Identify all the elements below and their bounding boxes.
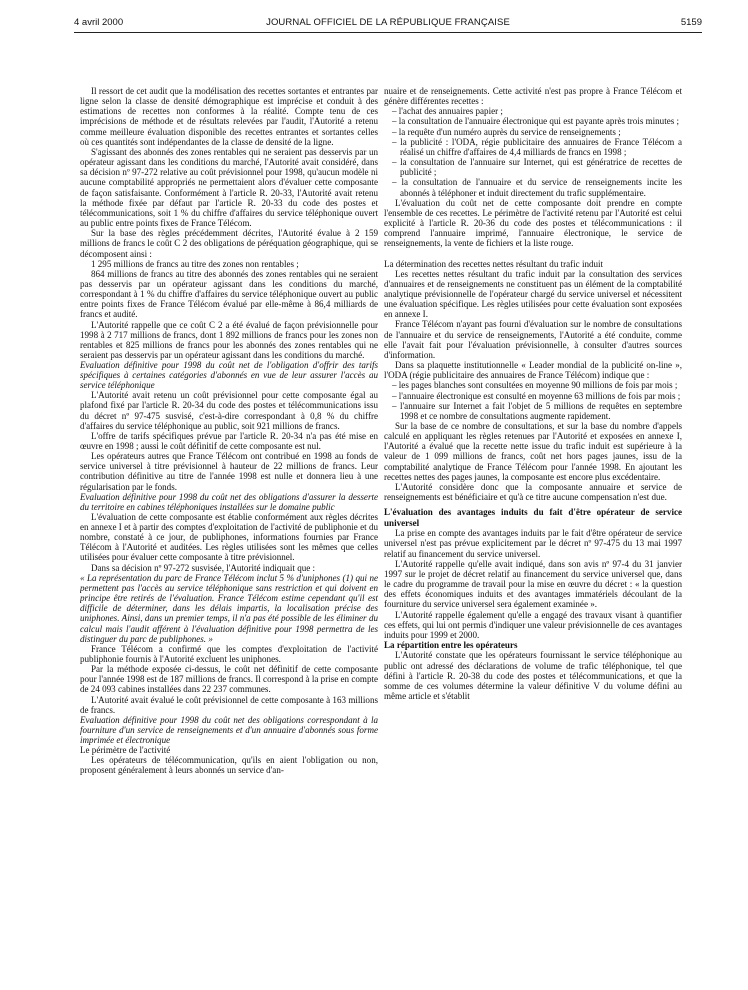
list-item: – la publicité : l'ODA, régie publicitaire des annuaires de France Télécom a réalisé un chiffre d'affaires de 4,4 milliards de francs en 1998 ; (392, 136, 682, 157)
section-heading: Evaluation définitive pour 1998 du coût net de l'obligation d'offrir des tarifs spécifiques à certaines catégories d'abonnés en vue de leur assurer l'accès au service téléphonique (80, 360, 378, 391)
section-heading: L'évaluation des avantages induits du fait d'être opérateur de service universel (384, 507, 682, 528)
paragraph: Par la méthode exposée ci-dessus, le coût net définitif de cette composante pour l'année 1998 est de 187 millions de francs. Il correspond à la prise en compte de 24 093 cabines installées dans 22 237 communes. (80, 664, 378, 695)
paragraph: Les opérateurs de télécommunication, qu'ils en aient l'obligation ou non, proposent généralement à leurs abonnés un service d'an- (80, 755, 378, 776)
paragraph: L'offre de tarifs spécifiques prévue par l'article R. 20-34 n'a pas été mise en œuvre en 1998 ; aussi le coût définitif de cette composante est nul. (80, 430, 378, 451)
paragraph: Sur la base de ce nombre de consultations, et sur la base du nombre d'appels calculé en appliquant les règles retenues par l'Autorité et exposées en annexe I, l'Autorité a évalué que la recette nette issue du trafic induit est supérieure à la valeur de 1 099 millions de francs, coût net hors pages jaunes, issu de la comptabilité analytique de France Télécom pour l'année 1998. En ajoutant les recettes nettes des pages jaunes, la composante est encore plus excédentaire. (384, 421, 682, 482)
subsection-heading: La détermination des recettes nettes résultant du trafic induit (384, 258, 604, 269)
subsection-heading: Le périmètre de l'activité (80, 744, 171, 755)
paragraph: Il ressort de cet audit que la modélisation des recettes sortantes et entrantes par ligne selon la classe de densité démographique est imprécise et conduit à des estimations de recettes non conformes à la réalité. Compte tenu de ces imprécisions de méthode et de résultats relevées par l'audit, l'Autorité a retenu comme meilleure évaluation disponible des recettes entrantes et sortantes celles où ces quantités sont indépendantes de la classe de densité de la ligne. (80, 86, 378, 147)
paragraph: S'agissant des abonnés des zones rentables qui ne seraient pas desservis par un opérateur agissant dans les conditions du marché, l'Autorité avait considéré, dans sa décision nº 97-272 relative au coût prévisionnel pour 1998, qu'aucun modèle ni aucune comptabilité appropriés ne permettaient alors d'évaluer cette composante de façon satisfaisante. Conformément à l'article R. 20-33, l'Autorité avait retenu la méthode fixée par défaut par l'article R. 20-33 du code des postes et télécommunications, soit 1 % du chiffre d'affaires du service téléphonique ouvert au public entre points fixes de France Télécom. (80, 146, 378, 229)
paragraph: L'Autorité avait évalué le coût prévisionnel de cette composante à 163 millions de francs. (80, 694, 378, 715)
list-item: – les pages blanches sont consultées en moyenne 90 millions de fois par mois ; (392, 380, 678, 391)
paragraph: L'Autorité constate que les opérateurs fournissant le service téléphonique au public ont adressé des déclarations de volume de trafic téléphonique, tel que défini à l'article R. 20-38 du code des postes et télécommunications, et que la somme de ces volumes détermine la valeur définitive V du volume défini au même article et s'établit (384, 650, 682, 702)
header-date: 4 avril 2000 (74, 17, 124, 28)
page-header (74, 17, 702, 31)
right-column (384, 86, 682, 986)
section-heading: Evaluation définitive pour 1998 du coût net des obligations correspondant à la fourniture d'un service de renseignements et d'un annuaire d'abonnés sous forme imprimée et électronique (80, 714, 378, 745)
header-title: JOURNAL OFFICIEL DE LA RÉPUBLIQUE FRANÇAISE (266, 17, 510, 28)
paragraph: Dans sa décision nº 97-272 susvisée, l'Autorité indiquait que : (91, 562, 316, 573)
paragraph: L'Autorité rappelle également qu'elle a engagé des travaux visant à quantifier ces effets, qui lui ont permis d'indiquer une valeur prévisionnelle de ces avantages induits pour 1999 et 2000. (384, 609, 682, 640)
section-heading: Evaluation définitive pour 1998 du coût net des obligations d'assurer la desserte du territoire en cabines téléphoniques installées sur le domaine public (80, 491, 378, 512)
paragraph: L'évaluation de cette composante est établie conformément aux règles décrites en annexe I et à partir des comptes d'exploitation de l'activité de publiphonie et du nombre, constaté à ce jour, de publiphones, informations fournies par France Télécom à l'Autorité et auditées. Les règles utilisées sont les mêmes que celles utilisées pour évaluer cette composante à titre prévisionnel. (80, 511, 378, 563)
paragraph: Les recettes nettes résultant du trafic induit par la consultation des services d'annuaires et de renseignements ne constituent pas un élément de la comptabilité analytique prévisionnelle de l'opérateur chargé du service universel et nécessitent une évaluation spécifique. Les règles utilisées pour cette évaluation sont exposées en annexe I. (384, 268, 682, 320)
quotation: « La représentation du parc de France Télécom inclut 5 % d'uniphones (1) qui ne permettent pas l'accès au service téléphonique sans restriction et qui doivent en principe être retirés de l'évaluation. France Télécom estime cependant qu'il est difficile de déterminer, dans les délais impartis, la localisation précise des uniphones. Ainsi, dans un premier temps, il n'a pas été possible de les éliminer du calcul mais l'audit afférent à l'évaluation définitive pour 1998 permettra de les distinguer du parc de publiphones. » (80, 572, 378, 644)
list-item: – l'achat des annuaires papier ; (392, 106, 503, 117)
list-item: – la consultation de l'annuaire sur Internet, qui est génératrice de recettes de publicité ; (392, 157, 682, 178)
paragraph: Les opérateurs autres que France Télécom ont contribué en 1998 au fonds de service universel à titre prévisionnel à hauteur de 22 millions de francs. Leur contribution définitive au titre de l'année 1998 est nulle et donnera lieu à une régularisation par le fonds. (80, 451, 378, 492)
paragraph: Sur la base des règles précédemment décrites, l'Autorité évalue à 2 159 millions de francs le coût C 2 des obligations de péréquation géographique, qui se décomposent ainsi : (80, 228, 378, 259)
list-item: – la consultation de l'annuaire électronique qui est payante après trois minutes ; (392, 116, 680, 127)
paragraph: L'évaluation du coût net de cette composante doit prendre en compte l'ensemble de ces recettes. Le périmètre de l'activité retenu par l'Autorité est celui explicité à l'article R. 20-36 du code des postes et télécommunications : il comprend l'annuaire imprimé, l'annuaire électronique, le service de renseignements, la vente de fichiers et la liste rouge. (384, 197, 682, 249)
section-heading: La répartition entre les opérateurs (384, 639, 518, 650)
list-item: – la requête d'un numéro auprès du service de renseignements ; (392, 126, 621, 137)
paragraph: 864 millions de francs au titre des abonnés des zones rentables qui ne seraient pas desservis par un opérateur agissant dans les conditions du marché, correspondant à 1 % du chiffre d'affaires du service téléphonique ouvert au public entre points fixes de France Télécom évalué par elle-même à 86,4 milliards de francs et audité. (80, 268, 378, 320)
paragraph: L'Autorité rappelle que ce coût C 2 a été évalué de façon prévisionnelle pour 1998 à 2 717 millions de francs, dont 1 892 millions de francs pour les zones non rentables et 825 millions de francs pour les abonnés des zones rentables qui ne seraient pas desservis par un opérateur agissant dans les conditions du marché. (80, 319, 378, 361)
header-rule (74, 32, 702, 33)
paragraph: Dans sa plaquette institutionnelle « Leader mondial de la publicité on-line », l'ODA (régie publicitaire des annuaires de France Télécom) indique que : (384, 360, 682, 381)
left-column (80, 86, 378, 986)
list-item: – l'annuaire électronique est consulté en moyenne 63 millions de fois par mois ; (392, 390, 681, 401)
paragraph: nuaire et de renseignements. Cette activité n'est pas propre à France Télécom et génère différentes recettes : (384, 86, 682, 107)
paragraph: France Télécom n'ayant pas fourni d'évaluation sur le nombre de consultations de l'annuaire et du service de renseignements, l'Autorité a été conduite, comme elle l'avait fait pour l'évaluation prévisionnelle, à consulter d'autres sources d'information. (384, 319, 682, 360)
paragraph: France Télécom a confirmé que les comptes d'exploitation de l'activité publiphonie fournis à l'Autorité excluent les uniphones. (80, 643, 378, 664)
paragraph: 1 295 millions de francs au titre des zones non rentables ; (91, 258, 299, 269)
header-page-number: 5159 (680, 17, 702, 28)
list-item: – la consultation de l'annuaire et du service de renseignements incite les abonnés à téléphoner et induit directement du trafic supplémentaire. (392, 177, 682, 198)
paragraph: L'Autorité rappelle qu'elle avait indiqué, dans son avis nº 97-4 du 31 janvier 1997 sur le projet de décret relatif au financement du service universel que, dans le cadre du programme de travail pour la mise en œuvre du décret : « la question des effets économiques induits et des avantages immatériels découlant de la fourniture du service universel sera également examinée ». (384, 558, 682, 610)
paragraph: La prise en compte des avantages induits par le fait d'être opérateur de service universel n'est pas prévue explicitement par le décret nº 97-475 du 13 mai 1997 relatif au financement du service universel. (384, 528, 682, 559)
paragraph: L'Autorité avait retenu un coût prévisionnel pour cette composante égal au plafond fixé par l'article R. 20-34 du code des postes et télécommunications issu du décret nº 97-475 susvisé, c'est-à-dire correspondant à 0,8 % du chiffre d'affaires du service téléphonique au public, soit 921 millions de francs. (80, 390, 378, 431)
paragraph: L'Autorité considère donc que la composante annuaire et service de renseignements est bénéficiaire et qu'à ce titre aucune compensation n'est due. (384, 481, 682, 503)
list-item: – l'annuaire sur Internet a fait l'objet de 5 millions de requêtes en septembre 1998 et ce nombre de consultations augmente rapidement. (392, 400, 682, 421)
